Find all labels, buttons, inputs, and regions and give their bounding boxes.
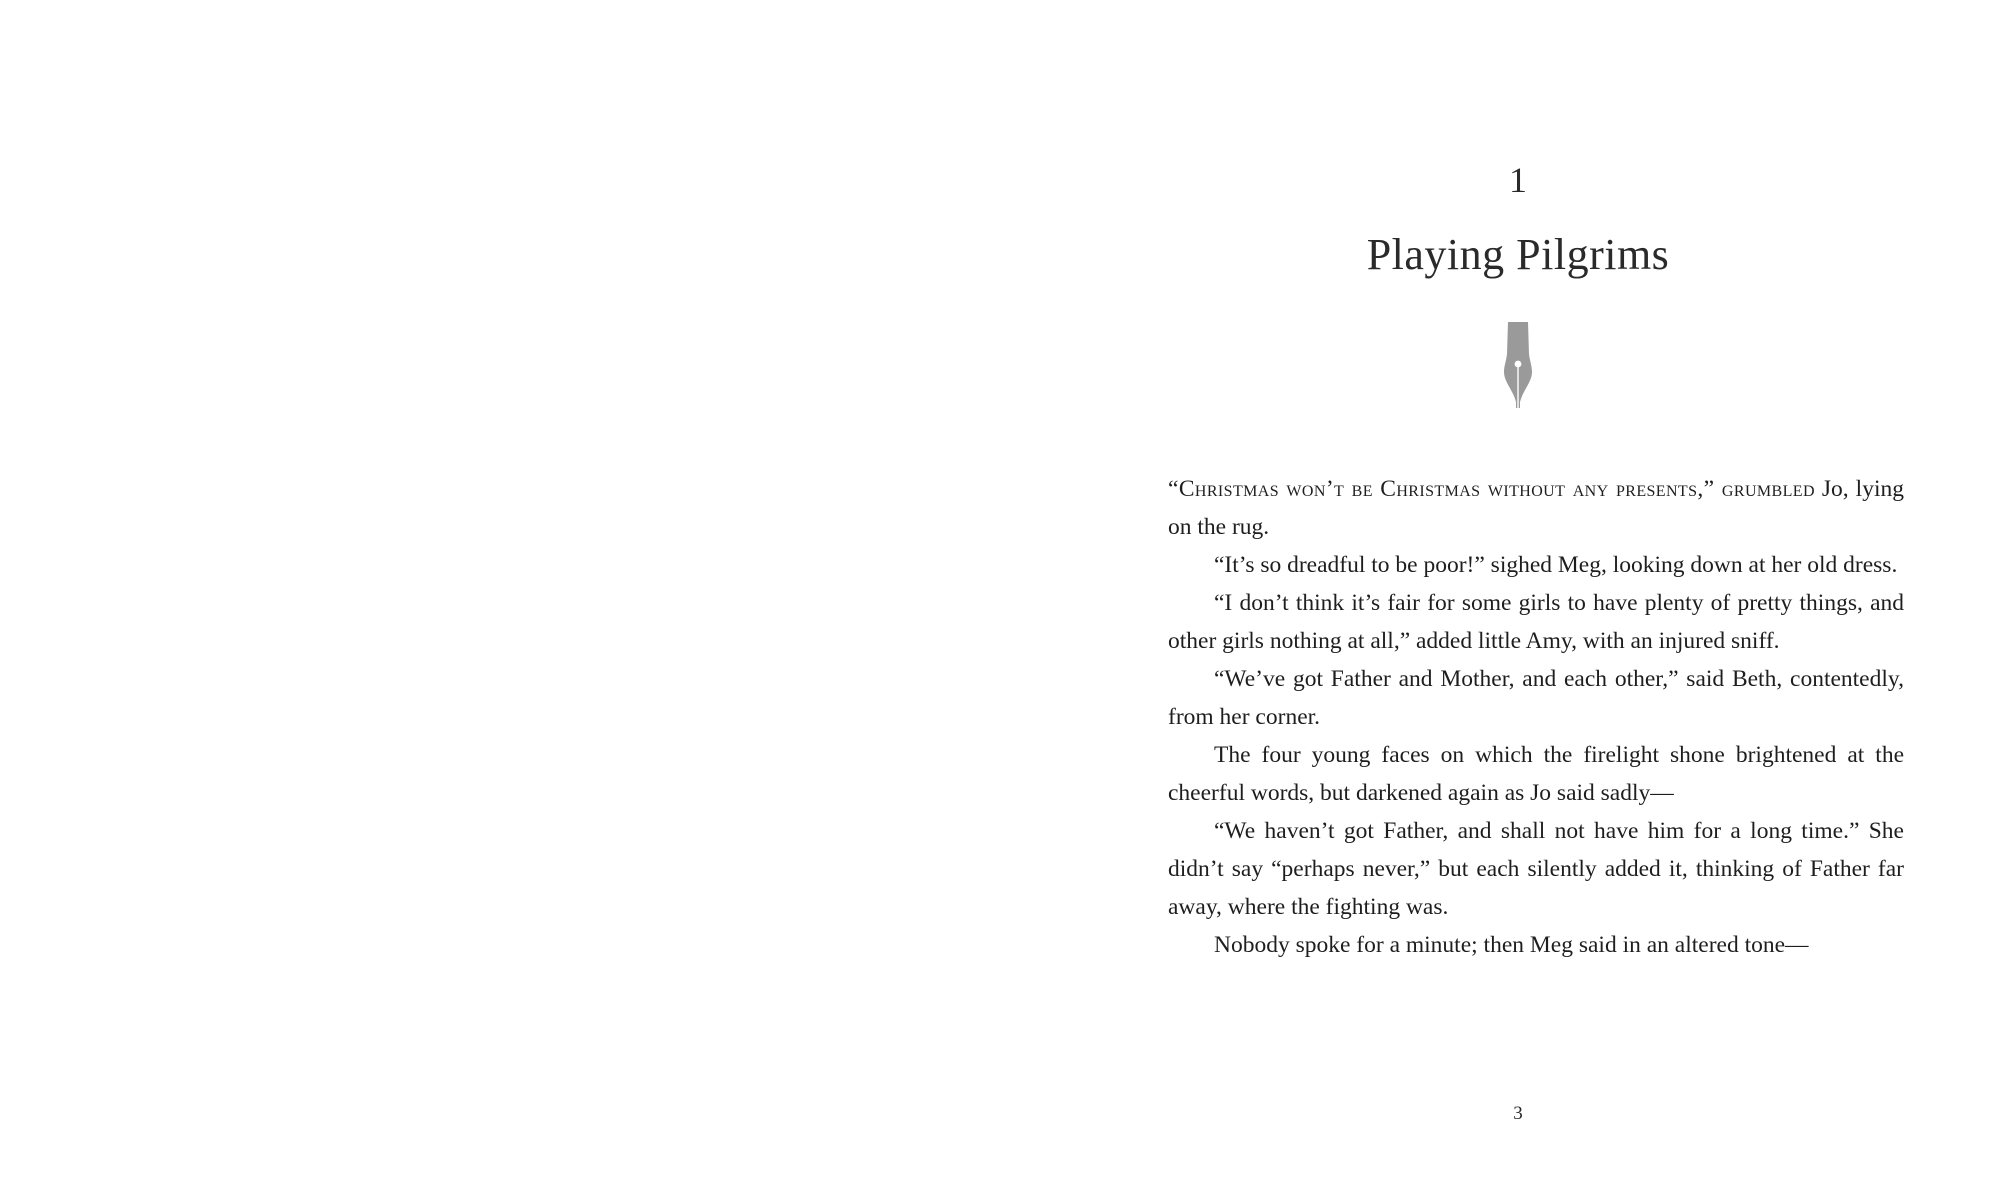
opening-rest: Jo, lying on the rug.: [1168, 476, 1904, 540]
fountain-pen-nib-icon: [1503, 322, 1533, 408]
opening-small-caps: “Christmas won’t be Christmas without any presents,” grumbled: [1168, 476, 1815, 502]
paragraph: “We haven’t got Father, and shall not have him for a long time.” She didn’t say “perhaps never,” but each silently added it, thinking of Father far away, where the fighting was.: [1168, 818, 1904, 920]
page-number: 3: [1513, 1103, 1523, 1124]
paragraph: The four young faces on which the firelight shone brightened at the cheerful words, but darkened again as Jo said sadly—: [1168, 742, 1904, 806]
chapter-title: Playing Pilgrims: [1366, 230, 1670, 279]
chapter-body-text: [1168, 470, 1904, 964]
paragraph: Nobody spoke for a minute; then Meg said in an altered tone—: [1214, 932, 1809, 958]
paragraph: “We’ve got Father and Mother, and each other,” said Beth, contentedly, from her corner.: [1168, 666, 1904, 730]
paragraph: “It’s so dreadful to be poor!” sighed Meg, looking down at her old dress.: [1214, 552, 1898, 578]
chapter-number: 1: [1509, 160, 1527, 200]
paragraph: [1168, 470, 1904, 546]
paragraph: “I don’t think it’s fair for some girls to have plenty of pretty things, and other girls nothing at all,” added little Amy, with an injured sniff.: [1168, 590, 1904, 654]
right-page: [1000, 0, 2000, 1181]
